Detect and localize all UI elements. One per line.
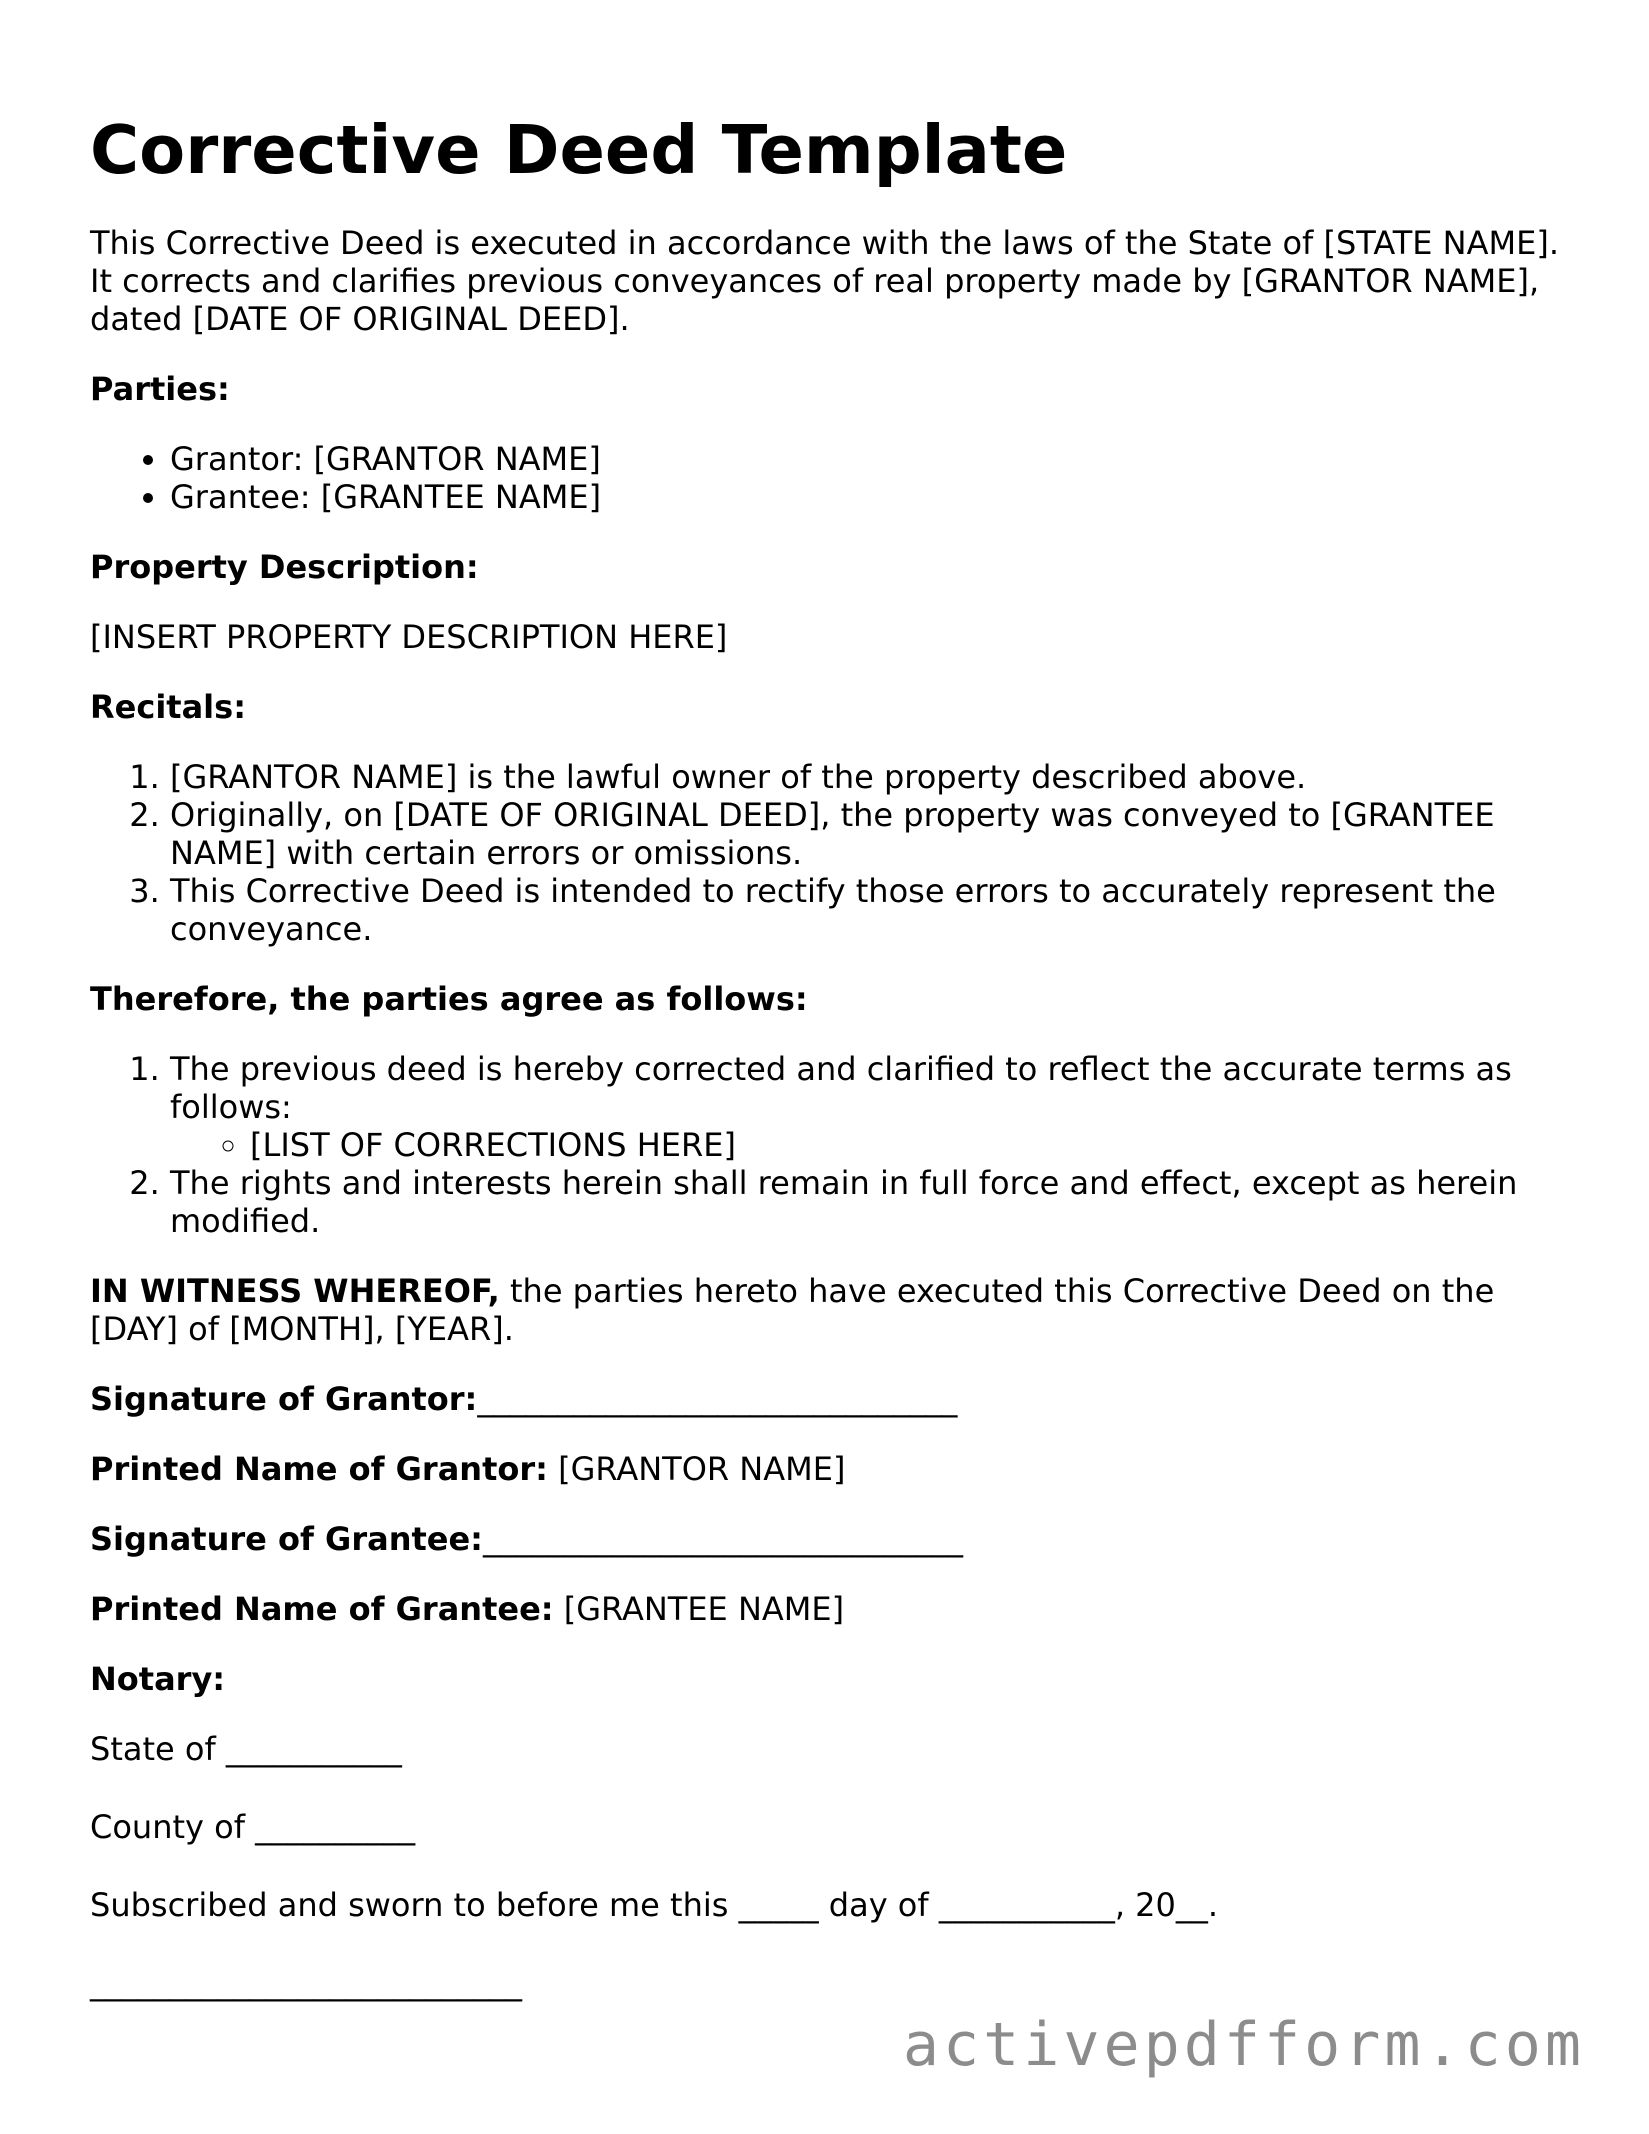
grantee-name-row [90, 1590, 1560, 1628]
grantee-signature-line: ______________________________ [482, 1520, 963, 1558]
witness-paragraph [90, 1272, 1560, 1348]
agreement-heading: Therefore, the parties agree as follows: [90, 980, 808, 1018]
document-title: Corrective Deed Template [90, 111, 1068, 189]
list-item: 2. The rights and interests herein shall remain in full force and effect, except as herein modified. [170, 1164, 1560, 1240]
list-item: 3. This Corrective Deed is intended to rectify those errors to accurately represent the conveyance. [170, 872, 1560, 948]
parties-list [90, 440, 1560, 516]
list-item [170, 1050, 1560, 1164]
grantor-signature-line: ______________________________ [477, 1380, 958, 1418]
list-item: • Grantee: [GRANTEE NAME] [170, 478, 1560, 516]
watermark-text: activepdfform.com [902, 2010, 1585, 2080]
grantor-name-label: Printed Name of Grantor: [90, 1450, 548, 1488]
witness-label: IN WITNESS WHEREOF, [90, 1272, 500, 1310]
notary-section [90, 1660, 1560, 2002]
corrections-sublist [170, 1126, 1560, 1164]
grantee-signature-label: Signature of Grantee: [90, 1520, 483, 1558]
list-item: • Grantor: [GRANTOR NAME] [170, 440, 1560, 478]
grantee-name-label: Printed Name of Grantee: [90, 1590, 554, 1628]
notary-county-line: County of __________ [90, 1808, 416, 1846]
property-description: [INSERT PROPERTY DESCRIPTION HERE] [90, 618, 728, 656]
notary-sworn-line: Subscribed and sworn to before me this _____ day of ___________, 20__. [90, 1886, 1219, 1924]
notary-heading: Notary: [90, 1660, 226, 1698]
agreement-item-text: The previous deed is hereby corrected and clarified to reflect the accurate terms as follows: [170, 1050, 1512, 1126]
property-heading: Property Description: [90, 548, 479, 586]
recitals-list [90, 758, 1560, 948]
grantee-name-value: [GRANTEE NAME] [553, 1590, 845, 1628]
notary-state-line: State of ___________ [90, 1730, 402, 1768]
grantor-name-value: [GRANTOR NAME] [547, 1450, 846, 1488]
list-item: 1. [GRANTOR NAME] is the lawful owner of the property described above. [170, 758, 1560, 796]
parties-heading: Parties: [90, 370, 230, 408]
grantee-signature-row [90, 1520, 1560, 1558]
recitals-heading: Recitals: [90, 688, 246, 726]
document-page [90, 110, 1560, 2034]
list-item: 2. Originally, on [DATE OF ORIGINAL DEED], the property was conveyed to [GRANTEE NAME] with certain errors or omissions. [170, 796, 1560, 872]
grantor-signature-label: Signature of Grantor: [90, 1380, 478, 1418]
agreement-list [90, 1050, 1560, 1240]
intro-paragraph: This Corrective Deed is executed in accordance with the laws of the State of [STATE NAME]. It corrects and clarifies previous conveyances of real property made by [GRANTOR NAME], dated [DATE OF ORIGINAL DEED]. [90, 224, 1559, 338]
notary-signature-line: ___________________________ [90, 1964, 522, 2002]
list-item: ◦ [LIST OF CORRECTIONS HERE] [250, 1126, 1560, 1164]
grantor-signature-row [90, 1380, 1560, 1418]
grantor-name-row [90, 1450, 1560, 1488]
witness-text: the parties hereto have executed this Corrective Deed on the [DAY] of [MONTH], [YEAR]. [90, 1272, 1495, 1348]
